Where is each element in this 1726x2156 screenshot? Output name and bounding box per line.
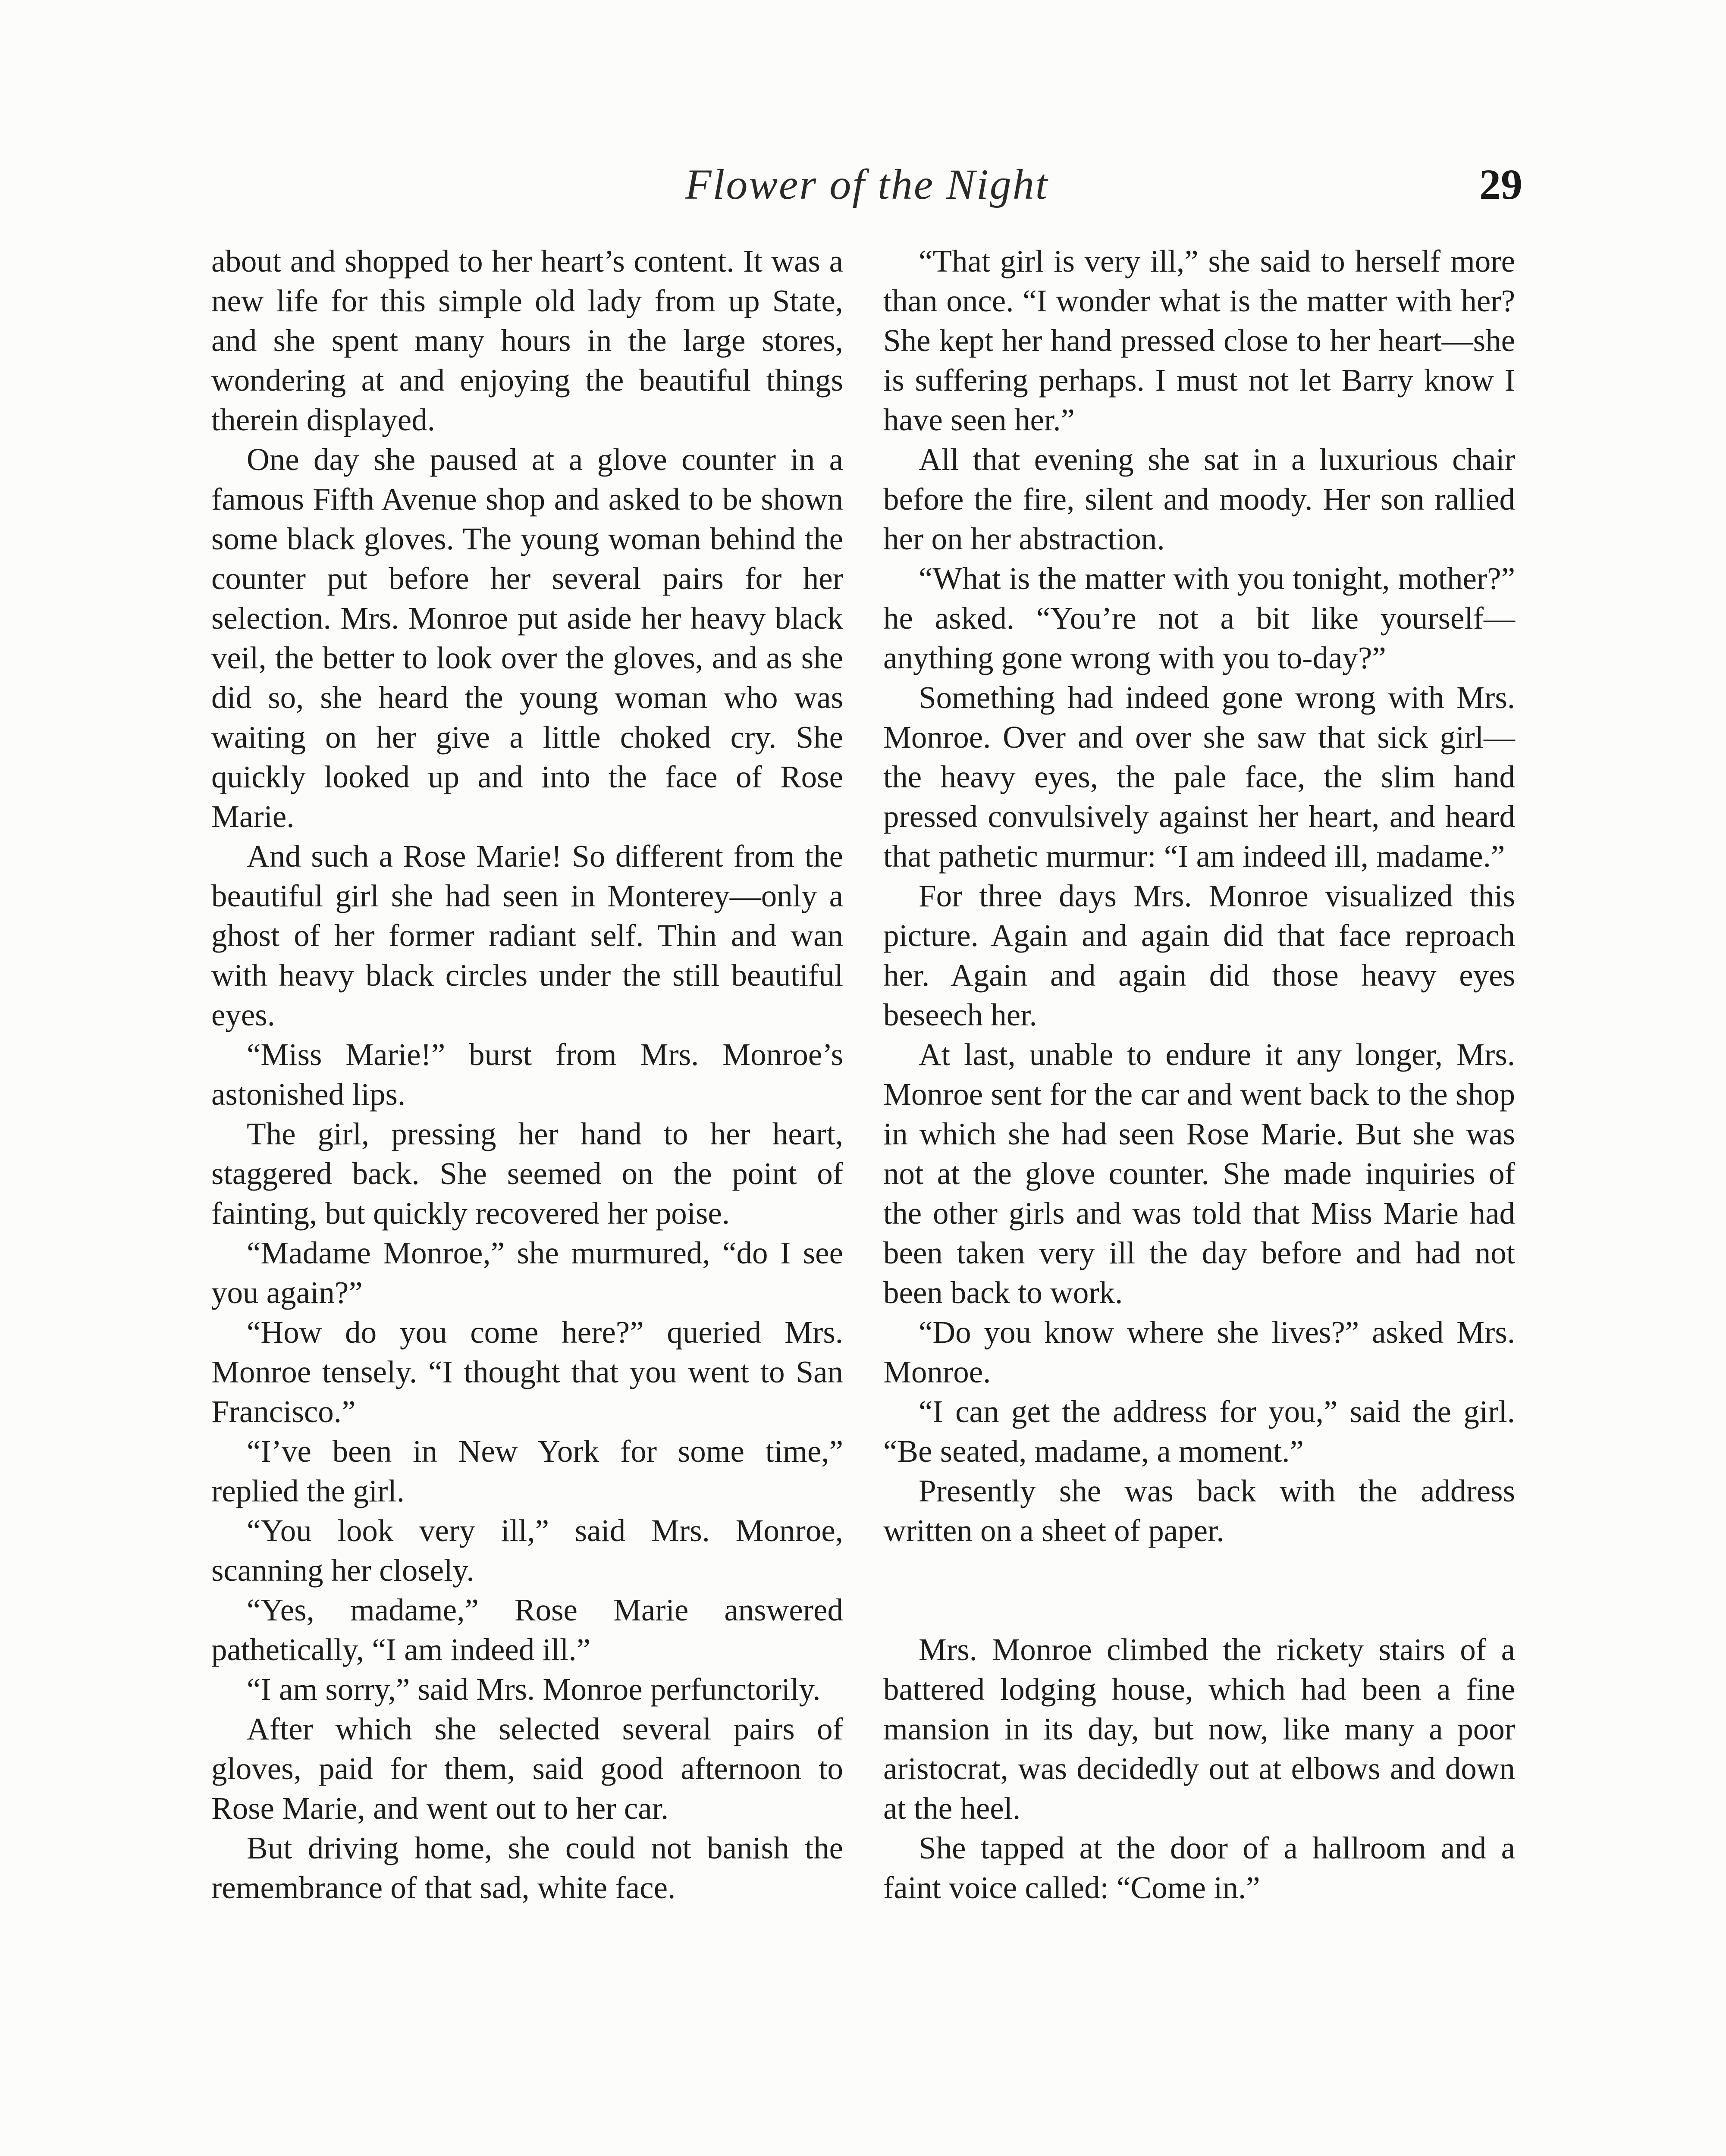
paragraph: “That girl is very ill,” she said to herself more than once. “I wonder what is the matter with her? She kept her hand pressed close to her heart—she is suffering perhaps. I must not let Barry know I have seen her.” bbox=[883, 244, 1515, 437]
paragraph: But driving home, she could not banish the remembrance of that sad, white face. bbox=[211, 1830, 843, 1905]
right-column bbox=[883, 241, 1515, 1908]
paragraph: At last, unable to endure it any longer, Mrs. Monroe sent for the car and went back to the shop in which she had seen Rose Marie. But she was not at the glove counter. She made inquiries of the other girls and was told that Miss Marie had been taken very ill the day before and had not been back to work. bbox=[883, 1037, 1515, 1310]
paragraph: “How do you come here?” queried Mrs. Monroe tensely. “I thought that you went to San Francisco.” bbox=[211, 1315, 843, 1429]
paragraph: “I’ve been in New York for some time,” replied the girl. bbox=[211, 1434, 843, 1508]
paragraph: One day she paused at a glove counter in a famous Fifth Avenue shop and asked to be shown some black gloves. The young woman behind the counter put before her several pairs for her selection. Mrs. Monroe put aside her heavy black veil, the better to look over the gloves, and as she did so, she heard the young woman who was waiting on her give a little choked cry. She quickly looked up and into the face of Rose Marie. bbox=[211, 442, 843, 834]
paragraph: “Do you know where she lives?” asked Mrs. Monroe. bbox=[883, 1315, 1515, 1389]
paragraph: For three days Mrs. Monroe visualized this picture. Again and again did that face reproach her. Again and again did those heavy eyes beseech her. bbox=[883, 878, 1515, 1032]
paragraph: “I can get the address for you,” said the girl. “Be seated, madame, a moment.” bbox=[883, 1394, 1515, 1469]
paragraph: “What is the matter with you tonight, mother?” he asked. “You’re not a bit like yourself—anything gone wrong with you to-day?” bbox=[883, 561, 1515, 675]
paragraph: Something had indeed gone wrong with Mrs. Monroe. Over and over she saw that sick girl—the heavy eyes, the pale face, the slim hand pressed convulsively against her heart, and heard that pathetic murmur: “I am indeed ill, madame.” bbox=[883, 680, 1515, 874]
paragraph: The girl, pressing her hand to her heart, staggered back. She seemed on the point of fainting, but quickly recovered her poise. bbox=[211, 1116, 843, 1231]
paragraph-section-start: Mrs. Monroe climbed the rickety stairs of a battered lodging house, which had been a fine mansion in its day, but now, like many a poor aristocrat, was decidedly out at elbows and down at the heel. bbox=[883, 1632, 1515, 1826]
running-title: Flower of the Night bbox=[685, 160, 1049, 208]
paragraph: She tapped at the door of a hallroom and a faint voice called: “Come in.” bbox=[883, 1830, 1515, 1905]
page-number: 29 bbox=[1479, 160, 1522, 208]
paragraph: All that evening she sat in a luxurious chair before the fire, silent and moody. Her son rallied her on her abstraction. bbox=[883, 442, 1515, 556]
running-head bbox=[211, 160, 1522, 220]
paragraph: After which she selected several pairs of gloves, paid for them, said good afternoon to Rose Marie, and went out to her car. bbox=[211, 1711, 843, 1826]
paragraph: about and shopped to her heart’s content. It was a new life for this simple old lady from up State, and she spent many hours in the large stores, wondering at and enjoying the beautiful things therein displayed. bbox=[211, 244, 843, 437]
paragraph: “Madame Monroe,” she murmured, “do I see you again?” bbox=[211, 1235, 843, 1310]
paragraph: “Yes, madame,” Rose Marie answered pathetically, “I am indeed ill.” bbox=[211, 1592, 843, 1667]
paragraph: “Miss Marie!” burst from Mrs. Monroe’s astonished lips. bbox=[211, 1037, 843, 1112]
left-column bbox=[211, 241, 843, 1908]
paragraph: “I am sorry,” said Mrs. Monroe perfunctorily. bbox=[247, 1672, 821, 1707]
paragraph: Presently she was back with the address written on a sheet of paper. bbox=[883, 1473, 1515, 1548]
paragraph: And such a Rose Marie! So different from the beautiful girl she had seen in Monterey—only a ghost of her former radiant self. Thin and wan with heavy black circles under the still beautiful eyes. bbox=[211, 839, 843, 1032]
paragraph: “You look very ill,” said Mrs. Monroe, scanning her closely. bbox=[211, 1513, 843, 1588]
